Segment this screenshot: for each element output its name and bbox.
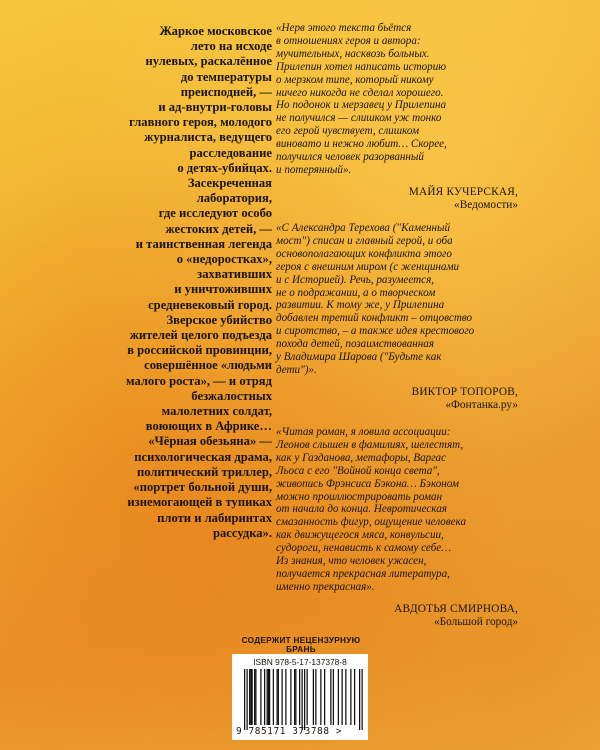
quote-line: мучительных, насквозь больных. (276, 47, 430, 60)
annotation-line: малого роста», — и отряд (125, 373, 272, 388)
annotation-line: лето на исходе (190, 39, 272, 54)
barcode-bar (342, 669, 343, 725)
barcode-bar (269, 669, 270, 725)
barcode-bar (333, 669, 334, 725)
annotation-line: преисподней, — (180, 84, 272, 99)
quote-line: «Нерв этого текста бьётся (276, 22, 412, 34)
annotation-line: расследование (189, 145, 272, 160)
annotation-line: малолетних солдат, (161, 404, 272, 419)
barcode-block (232, 654, 368, 740)
annotation-line: нулевых, раскалённое (145, 54, 272, 69)
quote-line: получился человек разорванный (276, 151, 424, 164)
quote-line: смазанность фигур, ощущение человека (276, 516, 467, 529)
barcode-bar (244, 669, 245, 730)
isbn-number: ISBN 978-5-17-137378-8 (253, 657, 347, 667)
profanity-warning: СОДЕРЖИТ НЕЦЕНЗУРНУЮ БРАНЬ (241, 636, 361, 654)
annotation-line: о детях-убийцах. (177, 160, 272, 175)
review-author: АВДОТЬЯ СМИРНОВА, (394, 602, 518, 615)
barcode-digits: 9 785171 373788 > (236, 726, 343, 737)
barcode-bar (260, 669, 261, 725)
quote-line: в отношениях героя и автора: (276, 34, 421, 47)
barcode-bar (320, 669, 321, 725)
barcode-bar (345, 669, 346, 725)
annotation-line: Засекреченная лаборатория, (187, 176, 272, 206)
barcode-bar (273, 669, 274, 725)
quote-line: о мерзком типе, который никому (276, 73, 434, 86)
quote-line: развитии. К тому же, у Прилепина (276, 299, 445, 312)
quote-line: мост") списан и главный герой, и оба (276, 234, 453, 247)
barcode-bar (290, 669, 291, 725)
review-quote (276, 426, 518, 594)
annotation-line: средневековый город. (148, 297, 272, 312)
barcode-bar (268, 669, 269, 725)
review-quote (276, 22, 518, 177)
annotation-line: Зверское убийство (166, 312, 272, 327)
annotation-line: о «недоростках», (176, 252, 272, 267)
quote-line: добавлен третий конфликт – отцовство (276, 312, 473, 325)
quote-line: ничего никогда не сделал хорошего. (276, 86, 444, 99)
annotation-line: психологическая драма, (134, 449, 272, 464)
barcode-bar (247, 669, 248, 730)
barcode-bar (307, 669, 308, 725)
quote-line: героя с внешним миром (с женщинами (276, 260, 460, 273)
quote-line: дети")». (276, 363, 317, 376)
barcode-bar (330, 669, 331, 725)
annotation-line: «портрет больной души, (133, 480, 272, 495)
quote-line: не о подражании, а о творческом (276, 286, 436, 299)
quote-line: «С Александра Терехова ("Каменный (276, 222, 451, 234)
barcode-bar (302, 669, 303, 730)
quote-line: у Владимира Шарова ("Будьте как (276, 351, 442, 364)
barcode-bar (315, 669, 316, 725)
quote-line: и с Историей). Речь, разумеется, (276, 273, 434, 286)
quote-line: не получился — слишком уж тонко (276, 112, 442, 125)
annotation-line: воюющих в Африке… (145, 419, 272, 434)
annotation-line: и ад-внутри-головы (158, 100, 272, 115)
annotation-line: захвативших (197, 267, 272, 282)
review-smirnova (276, 426, 518, 629)
review-source: «Большой город» (433, 615, 518, 628)
annotation-line: главного героя, молодого (129, 115, 272, 130)
barcode-bar (295, 669, 296, 725)
quote-line: Прилепин хотел написать историю (276, 60, 447, 73)
review-quote (276, 222, 518, 377)
quote-line: основополагающих конфликта этого (276, 247, 452, 260)
quote-line: и потерянный». (276, 163, 352, 176)
quote-line: живопись Фрэнсиса Бэкона… Бэконом (276, 477, 459, 490)
quote-line: от начала до конца. Невротическая (276, 503, 447, 516)
barcode-bar (278, 669, 279, 725)
annotation-line: безжалостных (191, 388, 272, 403)
barcode-bar (254, 669, 255, 725)
quote-line: Но подонок и мерзавец у Прилепина (276, 99, 447, 112)
annotation-line: Жаркое московское (159, 24, 272, 38)
quote-line: можно проиллюстрировать роман (276, 490, 443, 503)
annotation-line: жестоких детей, — (165, 221, 272, 236)
quote-line: виновато и нежно любит… Скорее, (276, 138, 447, 151)
quote-line: его герой чувствует, слишком (276, 125, 420, 138)
quote-line: получается прекрасная литература, (276, 567, 450, 580)
annotation-line: «Чёрная обезьяна» — (148, 434, 272, 449)
annotation-line: изнемогающей в тупиках (127, 495, 272, 510)
annotation-blurb (112, 24, 272, 541)
barcode-bar (255, 669, 256, 725)
quote-line: Из знания, что человек ужасен, (276, 555, 427, 568)
review-kucherskaya (276, 22, 518, 212)
annotation-line: рассудка». (213, 525, 272, 540)
barcode-bar (285, 669, 286, 725)
annotation-line: до температуры (180, 69, 272, 84)
review-toporov (276, 222, 518, 412)
quote-line: похода детей, позаимствованная (276, 338, 435, 351)
barcode-bar (282, 669, 283, 725)
barcode-bar (249, 669, 250, 725)
barcode-bar (252, 669, 253, 725)
annotation-line: и уничтоживших (174, 282, 272, 297)
barcode-bar (294, 669, 295, 725)
barcode-bar (267, 669, 268, 725)
annotation-line: совершённое «людьми (144, 358, 272, 373)
quote-line: именно прекрасная». (276, 580, 375, 593)
quote-line: «Читая роман, я ловила ассоциации: (276, 426, 451, 438)
quote-line: Леонов слышен в фамилиях, шелестят, (276, 438, 464, 451)
quote-line: Льоса с его "Войной конца света", (276, 464, 440, 477)
barcode-bar (354, 669, 355, 725)
annotation-line: жителей целого подъезда (129, 328, 272, 343)
review-source: «Фонтанка.ру» (445, 398, 518, 411)
annotation-line: политический триллер, (137, 464, 272, 479)
quote-line: и сиротство, – а также идея крестового (276, 325, 475, 338)
barcode-bar (359, 669, 360, 730)
barcode-bar (324, 669, 325, 725)
quote-line: как у Газданова, метафоры, Варгас (276, 451, 447, 464)
barcode-bar (250, 669, 251, 725)
barcode-bar (362, 669, 363, 730)
barcode-bar (299, 669, 300, 725)
annotation-line: где исследуют особо (158, 206, 272, 221)
barcode-bar (264, 669, 265, 725)
quote-line: как движущегося мяса, конвульсии, (276, 529, 444, 542)
annotation-line: журналиста, ведущего (144, 130, 272, 145)
review-author: ВИКТОР ТОПОРОВ, (411, 385, 518, 398)
barcode-bar (304, 669, 305, 730)
annotation-line: плоти и лабиринтах (157, 510, 272, 525)
barcode-bar (338, 669, 339, 725)
review-author: МАЙЯ КУЧЕРСКАЯ, (408, 185, 518, 198)
annotation-line: и таинственная легенда (135, 236, 272, 251)
annotation-line: в российской провинции, (127, 343, 272, 358)
barcode-bar (313, 669, 314, 725)
quote-line: судороги, ненависть к самому себе… (276, 542, 452, 555)
review-source: «Ведомости» (454, 198, 518, 211)
barcode-bar (277, 669, 278, 725)
barcode-bar (350, 669, 351, 725)
